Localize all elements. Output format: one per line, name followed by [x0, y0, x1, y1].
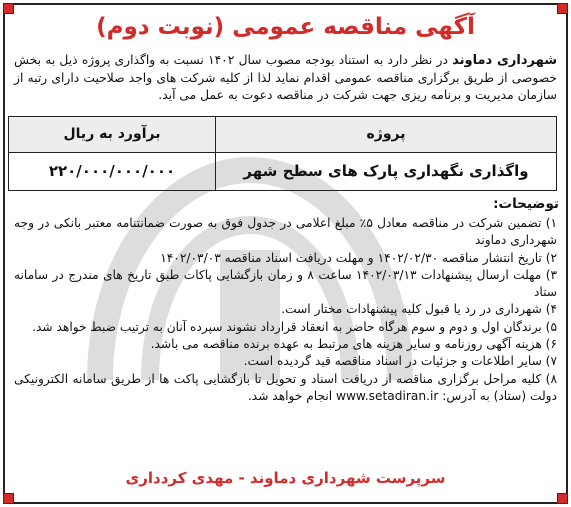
notes-heading: توضیحات:: [493, 196, 559, 212]
note-item: ۳) مهلت ارسال پیشنهادات ۱۴۰۲/۰۳/۱۳ ساعت ۸ و زمان بازگشایی پاکات طبق تاریخ های مندرج در سامانه ستاد: [14, 267, 557, 300]
issuer-name: شهرداری دماوند: [452, 53, 558, 68]
cell-estimate: [9, 152, 216, 190]
project-table: [8, 116, 557, 191]
corner-ornament: [557, 493, 568, 504]
intro-text: در نظر دارد به استناد بودجه مصوب سال ۱۴۰۲ نسبت به واگذاری پروژه ذیل به بخش خصوصی از طریق برگزاری مناقصه عمومی اقدام نماید لذا از کلیه شرکت های واجد صلاحیت دارای رتبه از سازمان مدیریت و برنامه ریزی جهت شرکت در مناقصه دعوت به عمل می آید.: [14, 53, 557, 102]
estimate-amount: ۲۲۰/۰۰۰/۰۰۰/۰۰۰: [48, 162, 176, 181]
notes-list: [14, 215, 557, 405]
note-item: ۸) کلیه مراحل برگزاری مناقصه از دریافت اسناد و تحویل تا بازگشایی پاکت ها از طریق سامانه الکترونیکی دولت (ستاد) به آدرس: www.setadiran.ir انجام خواهد شد.: [14, 371, 557, 403]
header-estimate: برآورد به ریال: [9, 117, 216, 153]
corner-ornament: [3, 493, 14, 504]
table-row: [9, 152, 557, 190]
notice-title: آگهی مناقصه عمومی (نوبت دوم): [96, 14, 475, 40]
notice-intro: [14, 52, 557, 105]
note-item: ۴) شهرداری در رد یا قبول کلیه پیشنهادات مختار است.: [281, 302, 557, 317]
note-item: ۷) سایر اطلاعات و جزئیات در اسناد مناقصه قید گردیده است.: [243, 354, 557, 369]
header-project: پروژه: [216, 117, 557, 153]
cell-project: واگذاری نگهداری پارک های سطح شهر: [216, 152, 557, 190]
table-header-row: [9, 117, 557, 153]
note-item: ۲) تاریخ انتشار مناقصه ۱۴۰۲/۰۲/۳۰ و مهلت دریافت اسناد مناقصه ۱۴۰۲/۰۳/۰۳: [160, 250, 557, 265]
note-item: ۶) هزینه آگهی روزنامه و سایر هزینه های مرتبط به عهده برنده مناقصه می باشد.: [150, 337, 557, 352]
signature-line: سرپرست شهرداری دماوند - مهدی کردداری: [125, 469, 446, 487]
note-item: ۵) برندگان اول و دوم و سوم هرگاه حاضر به انعقاد قرارداد نشوند سپرده آنان به ترتیب ضبط خواهد شد.: [32, 319, 557, 334]
note-item: ۱) تضمین شرکت در مناقصه معادل ۵٪ مبلغ اعلامی در جدول فوق به صورت ضمانتنامه معتبر بانکی در وجه شهرداری دماوند: [14, 216, 557, 248]
